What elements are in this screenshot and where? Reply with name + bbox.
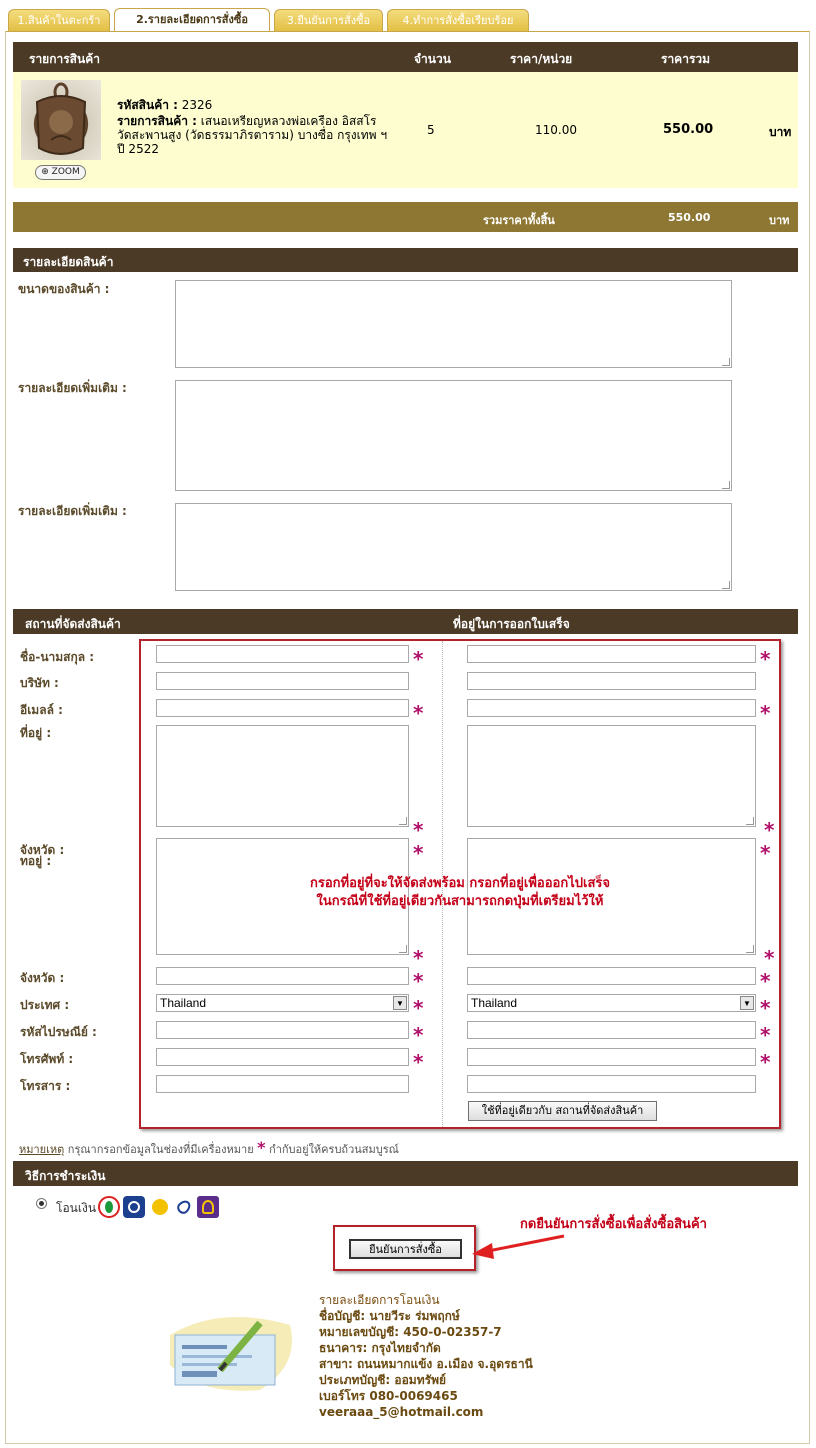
required-star-icon: * — [760, 996, 771, 1020]
required-star-icon: * — [760, 841, 771, 865]
confirm-order-button[interactable]: ยืนยันการสั่งซื้อ — [349, 1239, 462, 1259]
address-annotation — [240, 875, 680, 911]
note-text-before: กรุณากรอกข้อมูลในช่องที่มีเครื่องหมาย — [67, 1143, 254, 1156]
bank-transfer-illustration-icon — [160, 1305, 300, 1395]
required-star-icon: * — [764, 818, 775, 842]
name-label: ชื่อ-นามสกุล : — [20, 650, 95, 664]
col-unit-price-header: ราคา/หน่วย — [510, 52, 573, 66]
summary-total: 550.00 — [668, 211, 711, 224]
required-star-icon: * — [760, 969, 771, 993]
zip-label: รหัสไปรษณีย์ : — [20, 1025, 97, 1039]
tab-order-details[interactable]: 2.รายละเอียดการสั่งซื้อ — [114, 8, 270, 32]
item-unit-price: 110.00 — [535, 123, 577, 137]
more-details-textarea-1[interactable] — [175, 380, 732, 491]
product-code-value: 2326 — [181, 98, 213, 112]
item-total: 550.00 — [663, 122, 714, 137]
bill-fax-input[interactable] — [467, 1075, 756, 1093]
product-desc-label: รายการสินค้า : — [117, 114, 197, 128]
bill-zip-input[interactable] — [467, 1021, 756, 1039]
arrow-pointer-icon — [470, 1230, 570, 1262]
cart-row — [13, 72, 798, 188]
address-annotation-line1: กรอกที่อยู่ที่จะให้จัดส่งพร้อม กรอกที่อยู่เพื่อออกไปเสร็จ — [309, 876, 610, 891]
bill-email-input[interactable] — [467, 699, 756, 717]
ship-zip-input[interactable] — [156, 1021, 409, 1039]
required-note — [19, 1138, 399, 1158]
product-desc-value: เสนอเหรียญหลวงพ่อเครือง อิสสโร วัดสะพานสูง (วัดธรรมาภิรตาราม) บางซื่อ กรุงเทพ ฯ ปี 2522 — [117, 114, 388, 156]
required-star-icon: * — [760, 701, 771, 725]
resize-grip-icon — [746, 817, 754, 825]
ship-country-value: Thailand — [160, 996, 207, 1010]
bill-name-input[interactable] — [467, 645, 756, 663]
note-text-after: กำกับอยู่ให้ครบถ้วนสมบูรณ์ — [269, 1143, 399, 1156]
ship-fax-input[interactable] — [156, 1075, 409, 1093]
scb-bank-icon — [197, 1196, 219, 1218]
required-star-icon: * — [413, 996, 424, 1020]
transfer-label: โอนเงิน — [56, 1201, 97, 1215]
required-star-icon: * — [257, 1138, 266, 1157]
required-star-icon: * — [413, 818, 424, 842]
zoom-icon: ⊕ — [41, 167, 49, 177]
ship-country-select[interactable] — [156, 994, 409, 1012]
email-label: อีเมลล์ : — [20, 703, 63, 717]
ship-phone-input[interactable] — [156, 1048, 409, 1066]
dropdown-arrow-icon: ▼ — [740, 996, 754, 1010]
bill-province-input[interactable] — [467, 967, 756, 985]
ship-header: สถานที่จัดส่งสินค้า — [25, 617, 121, 631]
kasikorn-bank-icon — [98, 1196, 120, 1218]
bangkok-bank-icon — [174, 1196, 194, 1218]
summary-currency: บาท — [769, 214, 790, 227]
payment-header-title: วิธีการชำระเงิน — [25, 1169, 106, 1183]
item-qty: 5 — [427, 123, 435, 137]
details-header-title: รายละเอียดสินค้า — [23, 255, 114, 269]
company-label: บริษัท : — [20, 676, 59, 690]
amulet-image-icon — [21, 80, 101, 160]
transfer-radio[interactable] — [36, 1198, 47, 1209]
cart-summary — [13, 202, 798, 232]
resize-grip-icon — [722, 581, 730, 589]
bank-details — [319, 1292, 533, 1420]
address-annotation-line2: ในกรณีที่ใช้ที่อยู่เดียวกันสามารถกดปุ่มที่เตรียมไว้ให้ — [316, 894, 604, 909]
address2-label: ทอยู่ : — [20, 854, 52, 868]
resize-grip-icon — [399, 817, 407, 825]
col-total-header: ราคารวม — [661, 52, 711, 66]
radio-dot-icon — [39, 1201, 44, 1206]
country-label: ประเทศ : — [20, 998, 70, 1012]
col-item-header: รายการสินค้า — [29, 52, 100, 66]
dropdown-arrow-icon: ▼ — [393, 996, 407, 1010]
resize-grip-icon — [399, 945, 407, 953]
size-label: ขนาดของสินค้า : — [18, 282, 110, 296]
ship-address-textarea[interactable] — [156, 725, 409, 827]
bill-address-textarea[interactable] — [467, 725, 756, 827]
product-code — [117, 96, 212, 115]
size-textarea[interactable] — [175, 280, 732, 368]
ship-email-input[interactable] — [156, 699, 409, 717]
bank-name: ธนาคาร: กรุงไทยจำกัด — [319, 1341, 441, 1355]
required-star-icon: * — [413, 969, 424, 993]
col-qty-header: จำนวน — [414, 52, 451, 66]
bill-phone-input[interactable] — [467, 1048, 756, 1066]
confirm-annotation: กดยืนยันการสั่งซื้อเพื่อสั่งซื้อสินค้า — [520, 1217, 707, 1232]
product-description — [117, 114, 389, 156]
fax-label: โทรสาร : — [20, 1079, 71, 1093]
bill-country-select[interactable] — [467, 994, 756, 1012]
more-details-label-1: รายละเอียดเพิ่มเติม : — [18, 381, 127, 395]
product-code-label: รหัสสินค้า : — [117, 98, 178, 112]
required-star-icon: * — [413, 946, 424, 970]
bill-company-input[interactable] — [467, 672, 756, 690]
required-star-icon: * — [413, 841, 424, 865]
bank-account-name: ชื่อบัญชี: นายวีระ ร่มพฤกษ์ — [319, 1309, 460, 1323]
bank-account-type: ประเภทบัญชี: ออมทรัพย์ — [319, 1373, 447, 1387]
resize-grip-icon — [746, 945, 754, 953]
krungthai-bank-icon — [123, 1196, 145, 1218]
zoom-label: ZOOM — [51, 167, 80, 177]
province-label: จังหวัด : — [20, 971, 65, 985]
summary-label: รวมราคาทั้งสิ้น — [483, 214, 555, 227]
more-details-label-2: รายละเอียดเพิ่มเติม : — [18, 504, 127, 518]
required-star-icon: * — [413, 1023, 424, 1047]
bank-title: รายละเอียดการโอนเงิน — [319, 1293, 440, 1307]
bank-phone: เบอร์โทร 080-0069465 — [319, 1389, 458, 1403]
required-star-icon: * — [760, 1050, 771, 1074]
resize-grip-icon — [722, 481, 730, 489]
address-label: ที่อยู่ : — [20, 726, 52, 740]
product-image[interactable] — [21, 80, 101, 160]
item-currency: บาท — [769, 125, 792, 139]
bill-header: ที่อยู่ในการออกใบเสร็จ — [453, 617, 570, 631]
ship-province-input[interactable] — [156, 967, 409, 985]
required-star-icon: * — [760, 1023, 771, 1047]
required-star-icon: * — [764, 946, 775, 970]
copy-shipping-address-button[interactable]: ใช้ที่อยู่เดียวกับ สถานที่จัดส่งสินค้า — [468, 1101, 657, 1121]
ship-name-input[interactable] — [156, 645, 409, 663]
phone-label: โทรศัพท์ : — [20, 1052, 74, 1066]
krungsri-bank-icon — [149, 1196, 171, 1218]
required-star-icon: * — [760, 647, 771, 671]
more-details-textarea-2[interactable] — [175, 503, 732, 591]
note-label: หมายเหตุ — [19, 1143, 65, 1156]
required-star-icon: * — [413, 1050, 424, 1074]
address-header — [13, 609, 798, 634]
required-star-icon: * — [413, 701, 424, 725]
cart-header — [13, 42, 798, 72]
ship-company-input[interactable] — [156, 672, 409, 690]
payment-header — [13, 1161, 798, 1186]
resize-grip-icon — [722, 358, 730, 366]
details-header — [13, 248, 798, 272]
required-star-icon: * — [413, 647, 424, 671]
tab-confirm-order[interactable]: 3.ยืนยันการสั่งซื้อ — [274, 9, 383, 31]
bank-account-no: หมายเลขบัญชี: 450-0-02357-7 — [319, 1325, 502, 1339]
province-label-a: จังหวัด : — [20, 843, 65, 857]
bank-email: veeraaa_5@hotmail.com — [319, 1405, 484, 1419]
tab-order-complete[interactable]: 4.ทำการสั่งซื้อเรียบร้อย — [387, 9, 529, 31]
zoom-button[interactable] — [35, 165, 86, 180]
bill-country-value: Thailand — [471, 996, 518, 1010]
tab-cart[interactable]: 1.สินค้าในตะกร้า — [8, 9, 110, 31]
bank-branch: สาขา: ถนนหมากแข้ง อ.เมือง จ.อุดรธานี — [319, 1357, 533, 1371]
